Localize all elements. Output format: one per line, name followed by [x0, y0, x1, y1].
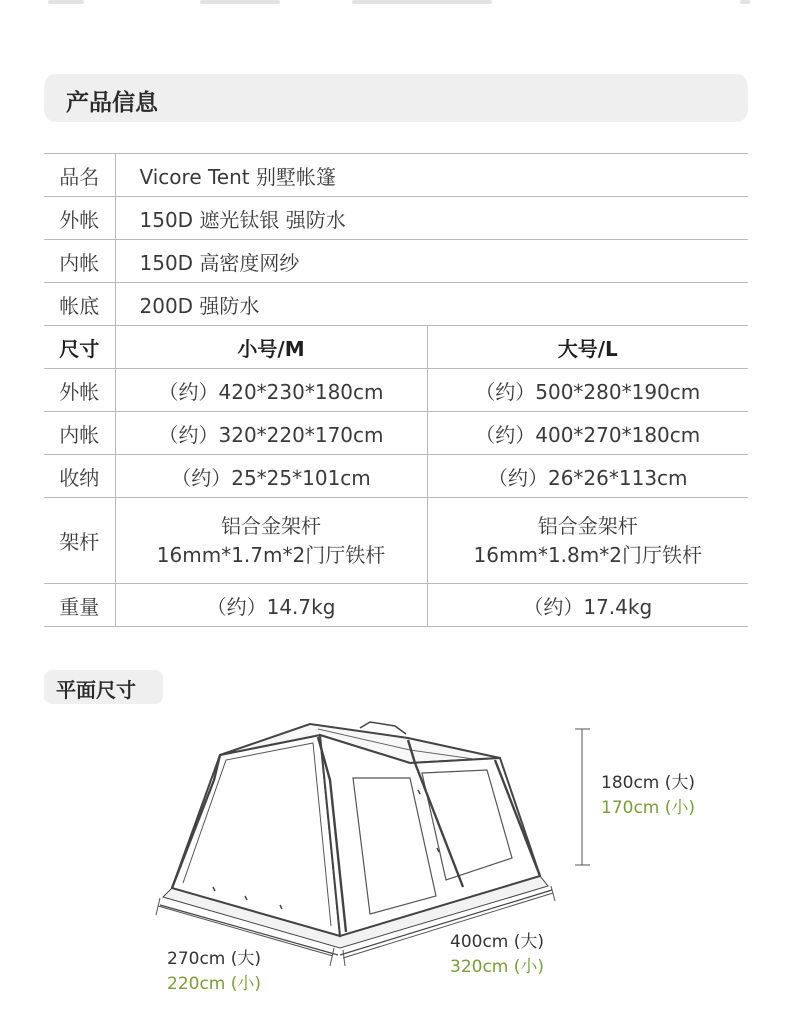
large-pole-line2: 16mm*1.8m*2门厅铁杆 [473, 542, 702, 567]
length-large: 400cm (大) [450, 932, 545, 952]
table-row [44, 369, 748, 412]
table-row [44, 154, 748, 197]
product-info-header [44, 74, 748, 122]
size-header-row [44, 326, 748, 369]
large-weight-value: （约）17.4kg [427, 584, 748, 627]
table-row [44, 498, 748, 584]
size-header-small: 小号/M [115, 326, 427, 369]
row-value: 200D 强防水 [115, 283, 748, 326]
row-value: Vicore Tent 别墅帐篷 [115, 154, 748, 197]
large-pole-value [427, 498, 748, 584]
width-large: 270cm (大) [167, 949, 262, 969]
row-label: 内帐 [44, 240, 115, 283]
row-label: 内帐 [44, 412, 115, 455]
large-size-value: （约）500*280*190cm [427, 369, 748, 412]
tent-illustration [0, 700, 790, 1025]
row-label: 外帐 [44, 197, 115, 240]
length-small: 320cm (小) [450, 957, 545, 977]
width-small: 220cm (小) [167, 974, 262, 994]
row-label: 架杆 [44, 498, 115, 584]
table-row [44, 197, 748, 240]
table-row [44, 283, 748, 326]
cropped-top-strip [40, 0, 750, 6]
table-row [44, 584, 748, 627]
tent-front-wall [320, 735, 540, 936]
row-label: 品名 [44, 154, 115, 197]
size-header-large: 大号/L [427, 326, 748, 369]
plan-title: 平面尺寸 [56, 678, 136, 702]
small-size-value: （约）25*25*101cm [115, 455, 427, 498]
row-label: 外帐 [44, 369, 115, 412]
small-size-value: （约）420*230*180cm [115, 369, 427, 412]
spec-table [44, 153, 748, 627]
length-dimension-label [450, 930, 544, 980]
row-value: 150D 高密度网纱 [115, 240, 748, 283]
width-dimension-label [167, 947, 261, 997]
row-label: 重量 [44, 584, 115, 627]
large-size-value: （约）400*270*180cm [427, 412, 748, 455]
product-info-title: 产品信息 [66, 90, 158, 116]
small-weight-value: （约）14.7kg [115, 584, 427, 627]
height-large: 180cm (大) [601, 773, 696, 793]
table-row [44, 412, 748, 455]
height-small: 170cm (小) [601, 798, 696, 818]
large-size-value: （约）26*26*113cm [427, 455, 748, 498]
plan-header [44, 670, 163, 704]
row-label: 收纳 [44, 455, 115, 498]
large-pole-line1: 铝合金架杆 [537, 513, 638, 538]
row-label: 帐底 [44, 283, 115, 326]
small-pole-line1: 铝合金架杆 [221, 513, 321, 538]
small-pole-value [115, 498, 427, 584]
table-row [44, 240, 748, 283]
row-value: 150D 遮光钛银 强防水 [115, 197, 748, 240]
small-size-value: （约）320*220*170cm [115, 412, 427, 455]
small-pole-line2: 16mm*1.7m*2门厅铁杆 [156, 542, 386, 567]
size-header-label: 尺寸 [44, 326, 115, 369]
table-row [44, 455, 748, 498]
height-dimension-label [601, 771, 695, 821]
